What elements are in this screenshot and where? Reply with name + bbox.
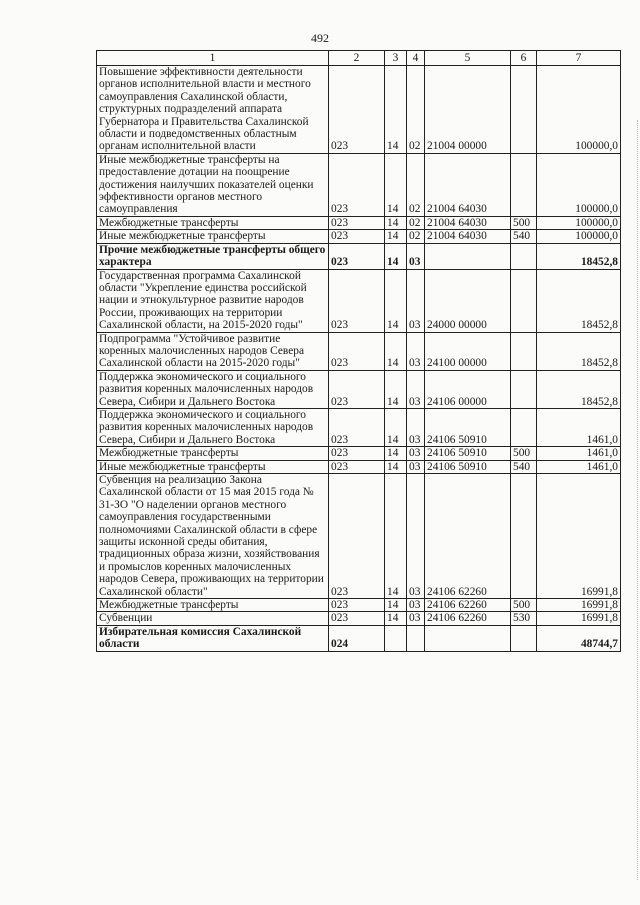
row-expense-type-cell <box>511 408 537 446</box>
row-target-code-cell: 21004 64030 <box>425 153 511 216</box>
row-expense-type-cell: 530 <box>511 612 537 625</box>
table-row <box>97 230 621 243</box>
row-department-cell: 024 <box>329 625 385 651</box>
row-subsection-cell: 03 <box>407 474 425 599</box>
row-section-cell <box>385 625 407 651</box>
row-target-code-cell <box>425 243 511 269</box>
column-header: 6 <box>511 51 537 66</box>
row-section-cell: 14 <box>385 269 407 332</box>
row-department-cell: 023 <box>329 460 385 473</box>
row-expense-type-cell <box>511 625 537 651</box>
table-row <box>97 370 621 408</box>
row-department-cell: 023 <box>329 230 385 243</box>
row-expense-type-cell <box>511 332 537 370</box>
row-section-cell: 14 <box>385 216 407 229</box>
column-header: 5 <box>425 51 511 66</box>
row-amount-cell: 16991,8 <box>537 599 621 612</box>
column-header: 3 <box>385 51 407 66</box>
row-subsection-cell: 03 <box>407 243 425 269</box>
table-row <box>97 599 621 612</box>
row-target-code-cell: 21004 64030 <box>425 216 511 229</box>
row-amount-cell: 18452,8 <box>537 332 621 370</box>
row-department-cell: 023 <box>329 243 385 269</box>
row-target-code-cell: 21004 00000 <box>425 66 511 154</box>
row-amount-cell: 100000,0 <box>537 216 621 229</box>
row-section-cell: 14 <box>385 460 407 473</box>
row-expense-type-cell <box>511 66 537 154</box>
row-subsection-cell: 02 <box>407 230 425 243</box>
row-target-code-cell: 24100 00000 <box>425 332 511 370</box>
table-row <box>97 66 621 154</box>
row-expense-type-cell: 540 <box>511 460 537 473</box>
row-target-code-cell: 24106 00000 <box>425 370 511 408</box>
row-name-cell: Подпрограмма "Устойчивое развитие коренных малочисленных народов Севера Сахалинской области на 2015-2020 годы" <box>97 332 329 370</box>
row-subsection-cell: 02 <box>407 66 425 154</box>
row-name-cell: Прочие межбюджетные трансферты общего характера <box>97 243 329 269</box>
row-subsection-cell: 03 <box>407 269 425 332</box>
table-row <box>97 447 621 460</box>
table-row <box>97 460 621 473</box>
row-name-cell: Межбюджетные трансферты <box>97 599 329 612</box>
column-header: 4 <box>407 51 425 66</box>
row-amount-cell: 100000,0 <box>537 153 621 216</box>
row-expense-type-cell: 500 <box>511 216 537 229</box>
row-department-cell: 023 <box>329 370 385 408</box>
row-amount-cell: 18452,8 <box>537 269 621 332</box>
row-amount-cell: 18452,8 <box>537 243 621 269</box>
column-header: 2 <box>329 51 385 66</box>
row-subsection-cell: 03 <box>407 370 425 408</box>
row-name-cell: Избирательная комиссия Сахалинской области <box>97 625 329 651</box>
row-subsection-cell: 02 <box>407 153 425 216</box>
row-expense-type-cell <box>511 269 537 332</box>
row-department-cell: 023 <box>329 269 385 332</box>
row-section-cell: 14 <box>385 599 407 612</box>
table-row <box>97 474 621 599</box>
row-amount-cell: 18452,8 <box>537 370 621 408</box>
row-name-cell: Межбюджетные трансферты <box>97 447 329 460</box>
row-section-cell: 14 <box>385 370 407 408</box>
row-section-cell: 14 <box>385 332 407 370</box>
table-row <box>97 408 621 446</box>
row-section-cell: 14 <box>385 66 407 154</box>
table-row <box>97 625 621 651</box>
row-subsection-cell <box>407 625 425 651</box>
row-amount-cell: 1461,0 <box>537 408 621 446</box>
column-header: 7 <box>537 51 621 66</box>
row-section-cell: 14 <box>385 447 407 460</box>
row-department-cell: 023 <box>329 153 385 216</box>
table-row <box>97 332 621 370</box>
row-expense-type-cell <box>511 153 537 216</box>
row-department-cell: 023 <box>329 408 385 446</box>
row-expense-type-cell: 500 <box>511 599 537 612</box>
row-amount-cell: 48744,7 <box>537 625 621 651</box>
row-section-cell: 14 <box>385 474 407 599</box>
row-subsection-cell: 03 <box>407 599 425 612</box>
row-expense-type-cell: 540 <box>511 230 537 243</box>
row-target-code-cell: 24106 50910 <box>425 408 511 446</box>
table-row <box>97 216 621 229</box>
row-target-code-cell: 24106 50910 <box>425 447 511 460</box>
row-subsection-cell: 03 <box>407 408 425 446</box>
row-target-code-cell: 24106 50910 <box>425 460 511 473</box>
row-department-cell: 023 <box>329 66 385 154</box>
row-department-cell: 023 <box>329 332 385 370</box>
row-name-cell: Повышение эффективности деятельности органов исполнительной власти и местного самоуправления Сахалинской области, структурных подразделений аппарата Губернатора и Правительства Сахалинской области и подведомственных областным органам исполнительной власти <box>97 66 329 154</box>
row-section-cell: 14 <box>385 153 407 216</box>
row-target-code-cell: 24106 62260 <box>425 612 511 625</box>
row-department-cell: 023 <box>329 599 385 612</box>
row-expense-type-cell: 500 <box>511 447 537 460</box>
row-name-cell: Иные межбюджетные трансферты <box>97 460 329 473</box>
row-name-cell: Поддержка экономического и социального развития коренных малочисленных народов Севера, Сибири и Дальнего Востока <box>97 408 329 446</box>
row-target-code-cell: 21004 64030 <box>425 230 511 243</box>
column-header: 1 <box>97 51 329 66</box>
row-section-cell: 14 <box>385 243 407 269</box>
row-amount-cell: 100000,0 <box>537 66 621 154</box>
row-amount-cell: 1461,0 <box>537 447 621 460</box>
row-subsection-cell: 03 <box>407 612 425 625</box>
row-section-cell: 14 <box>385 408 407 446</box>
row-name-cell: Иные межбюджетные трансферты на предоставление дотации на поощрение достижения наилучших показателей оценки эффективности органов местного самоуправления <box>97 153 329 216</box>
row-section-cell: 14 <box>385 612 407 625</box>
row-subsection-cell: 03 <box>407 332 425 370</box>
budget-table <box>96 50 621 652</box>
scan-edge <box>631 120 638 880</box>
page-number: 492 <box>311 31 329 45</box>
row-amount-cell: 16991,8 <box>537 474 621 599</box>
table-row <box>97 612 621 625</box>
row-amount-cell: 100000,0 <box>537 230 621 243</box>
column-header-row <box>97 51 621 66</box>
table-body <box>97 66 621 652</box>
row-name-cell: Субвенции <box>97 612 329 625</box>
row-name-cell: Субвенция на реализацию Закона Сахалинской области от 15 мая 2015 года № 31-ЗО "О наделении органов местного самоуправления государственными полномочиями Сахалинской области в сфере защиты исконной среды обитания, традиционных образа жизни, хозяйствования и промыслов коренных малочисленных народов Севера, проживающих на территории Сахалинской области" <box>97 474 329 599</box>
row-amount-cell: 16991,8 <box>537 612 621 625</box>
row-amount-cell: 1461,0 <box>537 460 621 473</box>
row-department-cell: 023 <box>329 447 385 460</box>
row-name-cell: Государственная программа Сахалинской области "Укрепление единства российской нации и этнокультурное развитие народов России, проживающих на территории Сахалинской области, на 2015-2020 годы" <box>97 269 329 332</box>
row-department-cell: 023 <box>329 474 385 599</box>
row-target-code-cell: 24106 62260 <box>425 599 511 612</box>
table-row <box>97 153 621 216</box>
row-expense-type-cell <box>511 243 537 269</box>
row-expense-type-cell <box>511 370 537 408</box>
row-name-cell: Межбюджетные трансферты <box>97 216 329 229</box>
row-name-cell: Иные межбюджетные трансферты <box>97 230 329 243</box>
row-target-code-cell: 24106 62260 <box>425 474 511 599</box>
row-department-cell: 023 <box>329 216 385 229</box>
row-subsection-cell: 03 <box>407 447 425 460</box>
row-name-cell: Поддержка экономического и социального развития коренных малочисленных народов Севера, Сибири и Дальнего Востока <box>97 370 329 408</box>
table-row <box>97 243 621 269</box>
row-department-cell: 023 <box>329 612 385 625</box>
row-target-code-cell <box>425 625 511 651</box>
table-row <box>97 269 621 332</box>
row-section-cell: 14 <box>385 230 407 243</box>
row-expense-type-cell <box>511 474 537 599</box>
row-target-code-cell: 24000 00000 <box>425 269 511 332</box>
row-subsection-cell: 03 <box>407 460 425 473</box>
row-subsection-cell: 02 <box>407 216 425 229</box>
